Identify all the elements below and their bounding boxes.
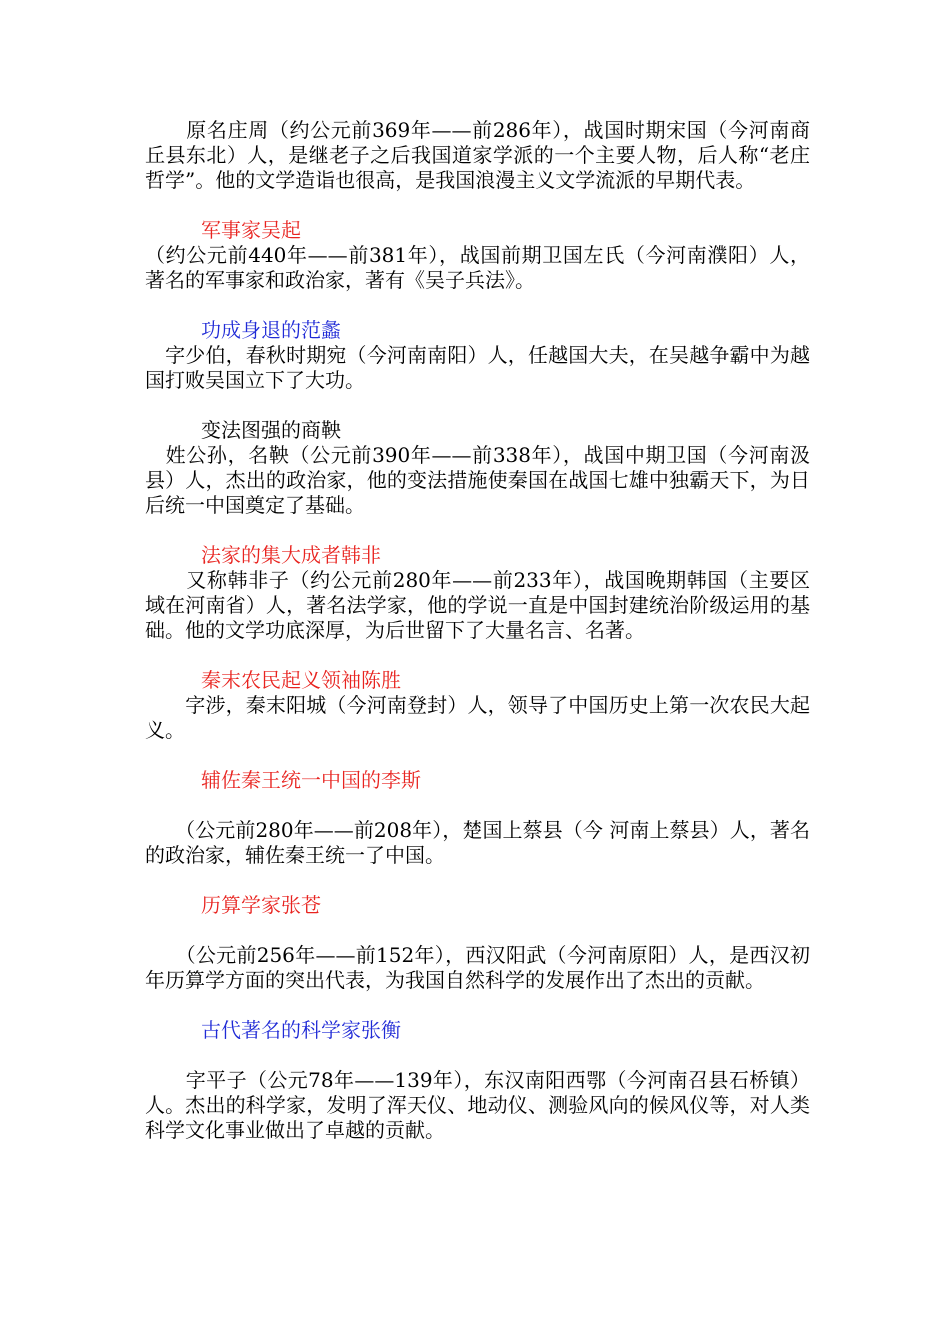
heading-wu-qi: 军事家吴起 <box>201 218 301 242</box>
heading-chen-sheng: 秦末农民起义领袖陈胜 <box>201 668 401 692</box>
section-body-han-fei: 又称韩非子（约公元前280年——前233年），战国晚期韩国（主要区域在河南省）人，著名法学家，他的学说一直是中国封建统治阶级运用的基础。他的文学功底深厚，为后世留下了大量名言、名著。 <box>145 568 810 642</box>
section-body-zhuangzi: 原名庄周（约公元前369年——前286年），战国时期宋国（今河南商丘县东北）人，是继老子之后我国道家学派的一个主要人物，后人称“老庄哲学”。他的文学造诣也很高，是我国浪漫主义文学流派的早期代表。 <box>145 118 810 192</box>
heading-zhang-cang: 历算学家张苍 <box>201 893 321 917</box>
heading-fan-li: 功成身退的范蠡 <box>201 318 341 342</box>
document-page <box>145 118 810 1143</box>
section-body-li-si: （公元前280年——前208年），楚国上蔡县（今 河南上蔡县）人，著名的政治家，辅佐秦王统一了中国。 <box>145 818 810 867</box>
heading-zhang-heng: 古代著名的科学家张衡 <box>201 1018 401 1042</box>
heading-shang-yang: 变法图强的商鞅 <box>201 418 341 442</box>
heading-han-fei: 法家的集大成者韩非 <box>201 543 381 567</box>
section-body-wu-qi: （约公元前440年——前381年），战国前期卫国左氏（今河南濮阳）人，著名的军事家和政治家，著有《吴子兵法》。 <box>145 243 810 292</box>
section-body-shang-yang: 姓公孙，名鞅（公元前390年——前338年），战国中期卫国（今河南汲县）人，杰出的政治家，他的变法措施使秦国在战国七雄中独霸天下，为日后统一中国奠定了基础。 <box>145 443 810 517</box>
section-body-fan-li: 字少伯，春秋时期宛（今河南南阳）人，任越国大夫，在吴越争霸中为越国打败吴国立下了大功。 <box>145 343 810 392</box>
section-body-zhang-cang: （公元前256年——前152年），西汉阳武（今河南原阳）人，是西汉初年历算学方面的突出代表，为我国自然科学的发展作出了杰出的贡献。 <box>145 943 810 992</box>
section-body-chen-sheng: 字涉，秦末阳城（今河南登封）人，领导了中国历史上第一次农民大起义。 <box>145 693 810 742</box>
section-body-zhang-heng: 字平子（公元78年——139年），东汉南阳西鄂（今河南召县石桥镇）人。杰出的科学家，发明了浑天仪、地动仪、测验风向的候风仪等，对人类科学文化事业做出了卓越的贡献。 <box>145 1068 810 1142</box>
heading-li-si: 辅佐秦王统一中国的李斯 <box>201 768 421 792</box>
